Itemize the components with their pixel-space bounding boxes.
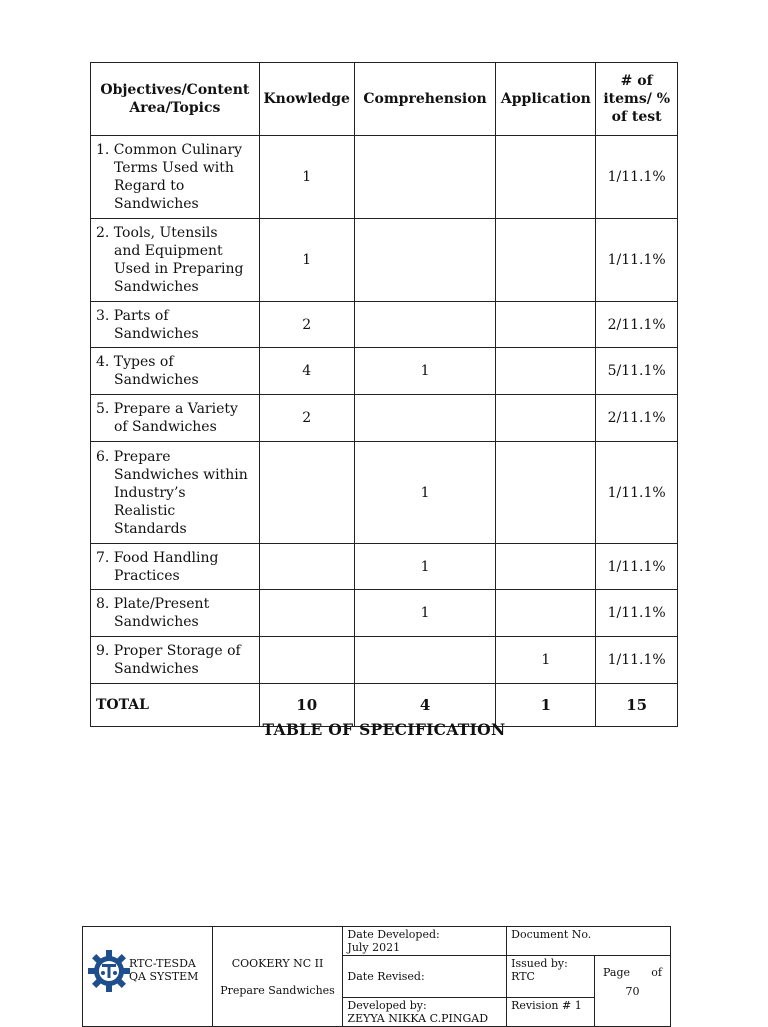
- document-no-cell: [507, 927, 671, 956]
- table-row: [91, 348, 678, 395]
- application-cell: [496, 348, 596, 395]
- topic-text: 2. Tools, Utensils and Equipment Used in Preparing Sandwiches: [96, 225, 244, 295]
- revision-cell: [507, 998, 595, 1027]
- items-cell: 1/11.1%: [596, 637, 678, 684]
- document-footer: [82, 926, 671, 1027]
- page-label: Page: [603, 966, 631, 979]
- items-cell: 1/11.1%: [596, 219, 678, 302]
- total-label: TOTAL: [91, 684, 260, 727]
- course-title: COOKERY NC II: [231, 956, 324, 970]
- table-row: [91, 544, 678, 590]
- comprehension-cell: 1: [354, 442, 496, 544]
- comprehension-cell: [354, 136, 496, 219]
- topic-cell: [91, 348, 260, 395]
- comprehension-cell: 1: [354, 590, 496, 637]
- application-cell: [496, 544, 596, 590]
- course-cell: [212, 927, 343, 1027]
- revision-label: Revision # 1: [511, 999, 582, 1012]
- header-comprehension: Comprehension: [354, 63, 496, 136]
- org-line-1: RTC-TESDA: [129, 957, 196, 970]
- application-cell: [496, 219, 596, 302]
- topic-text: 7. Food Handling Practices: [96, 549, 219, 584]
- knowledge-cell: 2: [259, 395, 354, 442]
- total-application: 1: [496, 684, 596, 727]
- specification-table: [90, 62, 678, 727]
- table-row: [91, 395, 678, 442]
- topic-cell: [91, 590, 260, 637]
- application-cell: [496, 590, 596, 637]
- date-developed-cell: [343, 927, 507, 956]
- comprehension-cell: [354, 302, 496, 348]
- comprehension-cell: [354, 395, 496, 442]
- developed-by-value: ZEYYA NIKKA C.PINGAD: [347, 1012, 489, 1025]
- topic-cell: [91, 544, 260, 590]
- date-revised-label: Date Revised:: [347, 970, 425, 983]
- knowledge-cell: 4: [259, 348, 354, 395]
- knowledge-cell: [259, 637, 354, 684]
- application-cell: [496, 302, 596, 348]
- topic-text: 5. Prepare a Variety of Sandwiches: [96, 401, 238, 435]
- date-developed-label: Date Developed:: [347, 928, 440, 941]
- topic-text: 1. Common Culinary Terms Used with Regard to Sandwiches: [96, 142, 243, 212]
- topic-text: 9. Proper Storage of Sandwiches: [96, 643, 241, 677]
- knowledge-cell: [259, 442, 354, 544]
- developed-by-cell: [343, 998, 507, 1027]
- application-cell: 1: [496, 637, 596, 684]
- topic-text: 8. Plate/Present Sandwiches: [96, 596, 210, 630]
- total-knowledge: 10: [259, 684, 354, 727]
- items-cell: 2/11.1%: [596, 395, 678, 442]
- header-knowledge: Knowledge: [259, 63, 354, 136]
- knowledge-cell: 2: [259, 302, 354, 348]
- total-items: 15: [596, 684, 678, 727]
- header-topic: Objectives/Content Area/Topics: [91, 63, 260, 136]
- items-cell: 2/11.1%: [596, 302, 678, 348]
- topic-cell: [91, 302, 260, 348]
- topic-cell: [91, 637, 260, 684]
- items-cell: 1/11.1%: [596, 442, 678, 544]
- table-row: [91, 590, 678, 637]
- items-cell: 1/11.1%: [596, 544, 678, 590]
- org-name: [129, 957, 198, 983]
- topic-cell: [91, 442, 260, 544]
- table-row: [91, 637, 678, 684]
- table-row: [91, 302, 678, 348]
- header-items: # of items/ % of test: [596, 63, 678, 136]
- knowledge-cell: [259, 544, 354, 590]
- topic-text: 6. Prepare Sandwiches within Industry’s Realistic Standards: [96, 448, 248, 537]
- comprehension-cell: 1: [354, 348, 496, 395]
- topic-text: 3. Parts of Sandwiches: [96, 307, 199, 342]
- knowledge-cell: [259, 590, 354, 637]
- page-label-row: [599, 966, 666, 979]
- comprehension-cell: 1: [354, 544, 496, 590]
- issued-by-cell: [507, 956, 595, 998]
- knowledge-cell: 1: [259, 219, 354, 302]
- comprehension-cell: [354, 219, 496, 302]
- topic-cell: [91, 395, 260, 442]
- date-revised-cell: [343, 956, 507, 998]
- table-caption: TABLE OF SPECIFICATION: [262, 720, 506, 739]
- items-cell: 1/11.1%: [596, 136, 678, 219]
- page-cell: [595, 956, 671, 1027]
- org-line-2: QA SYSTEM: [129, 970, 199, 983]
- module-title: Prepare Sandwiches: [220, 983, 335, 997]
- issued-by-label: Issued by:: [511, 957, 568, 970]
- tesda-gear-logo-icon: [87, 949, 131, 993]
- topic-text: 4. Types of Sandwiches: [96, 354, 199, 388]
- org-logo-cell: [83, 927, 213, 1027]
- page-total: 70: [625, 985, 640, 998]
- topic-cell: [91, 219, 260, 302]
- application-cell: [496, 395, 596, 442]
- table-row: [91, 442, 678, 544]
- header-row: [91, 63, 678, 136]
- application-cell: [496, 136, 596, 219]
- table-row: [91, 136, 678, 219]
- page-of-label: of: [651, 966, 662, 979]
- document-no-label: Document No.: [511, 928, 592, 941]
- developed-by-label: Developed by:: [347, 999, 427, 1012]
- comprehension-cell: [354, 637, 496, 684]
- application-cell: [496, 442, 596, 544]
- knowledge-cell: 1: [259, 136, 354, 219]
- table-row: [91, 219, 678, 302]
- total-comprehension: 4: [354, 684, 496, 727]
- items-cell: 5/11.1%: [596, 348, 678, 395]
- issued-by-value: RTC: [511, 970, 535, 983]
- items-cell: 1/11.1%: [596, 590, 678, 637]
- date-developed-value: July 2021: [347, 941, 401, 954]
- header-application: Application: [496, 63, 596, 136]
- topic-cell: [91, 136, 260, 219]
